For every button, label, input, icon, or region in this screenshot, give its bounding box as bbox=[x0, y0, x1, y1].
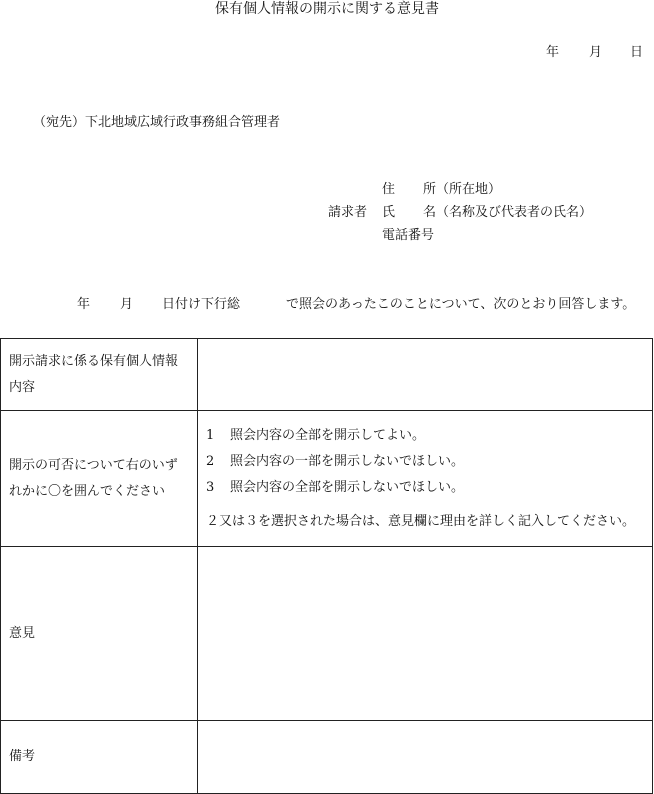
disclosure-choice-label: 開示の可否について右のいずれかに〇を囲んでください bbox=[1, 411, 198, 547]
page-title: 保有個人情報の開示に関する意見書 bbox=[215, 1, 439, 17]
date-day-label: 日 bbox=[630, 45, 644, 60]
table-row bbox=[1, 547, 653, 721]
opinion-field[interactable] bbox=[198, 547, 653, 721]
opinion-label: 意見 bbox=[1, 547, 198, 721]
notice-reference: 日付け下行総 bbox=[162, 297, 241, 312]
option-2[interactable]: 2 照会内容の一部を開示しないでほしい。 bbox=[206, 453, 465, 469]
date-month-label: 月 bbox=[589, 45, 603, 60]
notice-text: で照会のあったこのことについて、次のとおり回答します。 bbox=[286, 297, 636, 312]
info-content-label: 開示請求に係る保有個人情報内容 bbox=[1, 339, 198, 411]
table-row bbox=[1, 411, 653, 547]
notice-month: 月 bbox=[120, 297, 134, 312]
notice-year: 年 bbox=[77, 297, 91, 312]
address-label-a: 住 bbox=[382, 182, 396, 197]
phone-label: 電話番号 bbox=[382, 228, 435, 243]
option-1[interactable]: 1 照会内容の全部を開示してよい。 bbox=[206, 427, 426, 443]
info-content-field[interactable] bbox=[198, 339, 653, 411]
opinion-table bbox=[0, 338, 653, 794]
addressee: （宛先）下北地域広域行政事務組合管理者 bbox=[33, 115, 281, 130]
remarks-field[interactable] bbox=[198, 721, 653, 794]
address-label-b: 所（所在地） bbox=[423, 182, 502, 197]
applicant-label: 請求者 bbox=[328, 205, 368, 220]
table-row bbox=[1, 721, 653, 794]
option-note: ２又は３を選択された場合は、意見欄に理由を詳しく記入してください。 bbox=[206, 513, 636, 529]
name-label-b: 名（名称及び代表者の氏名） bbox=[423, 205, 593, 220]
remarks-label: 備考 bbox=[1, 721, 198, 794]
option-3[interactable]: 3 照会内容の全部を開示しないでほしい。 bbox=[206, 479, 465, 495]
table-row bbox=[1, 339, 653, 411]
disclosure-options-cell bbox=[198, 411, 653, 547]
date-year-label: 年 bbox=[546, 45, 560, 60]
name-label-a: 氏 bbox=[382, 205, 396, 220]
